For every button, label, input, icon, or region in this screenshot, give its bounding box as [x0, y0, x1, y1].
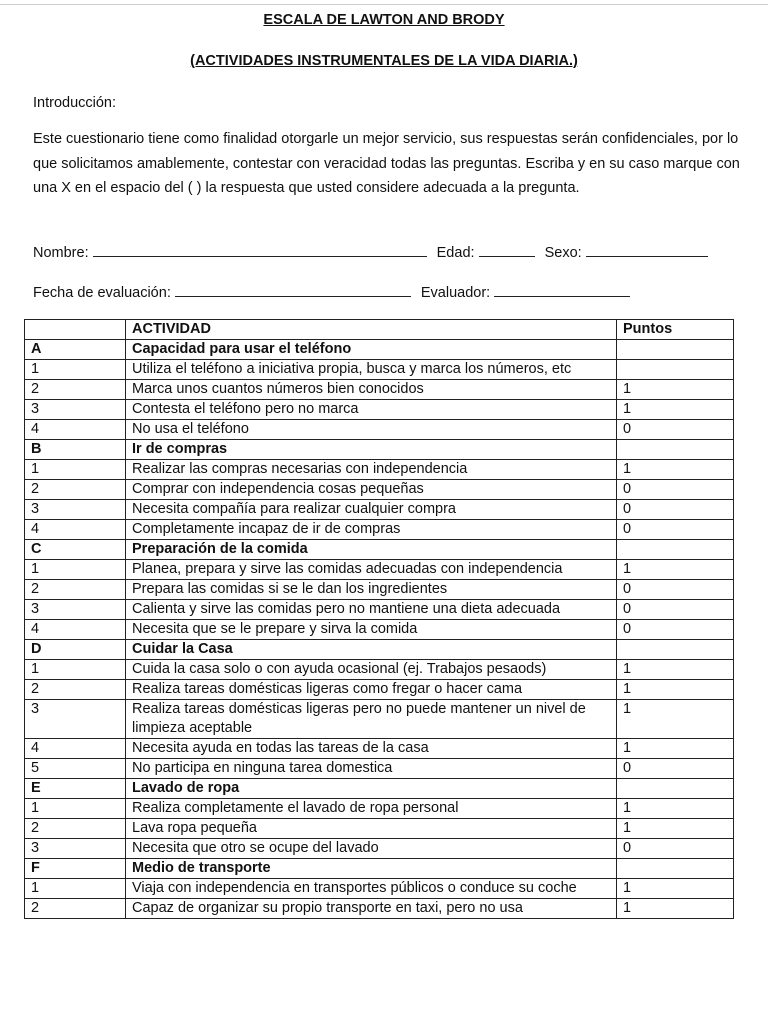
- points-cell[interactable]: [617, 440, 734, 460]
- table-row: [25, 360, 734, 380]
- points-cell[interactable]: [617, 540, 734, 560]
- activity-cell: Lava ropa pequeña: [126, 819, 617, 839]
- table-row: [25, 520, 734, 540]
- sexo-label: Sexo:: [544, 245, 582, 261]
- table-row: [25, 420, 734, 440]
- row-id-cell: E: [25, 779, 126, 799]
- points-cell[interactable]: [617, 640, 734, 660]
- activity-cell: Cuida la casa solo o con ayuda ocasional (ej. Trabajos pesaods): [126, 660, 617, 680]
- document-subtitle: (ACTIVIDADES INSTRUMENTALES DE LA VIDA DIARIA.): [190, 53, 578, 69]
- table-row: [25, 500, 734, 520]
- nombre-label: Nombre:: [33, 245, 89, 261]
- section-row: [25, 640, 734, 660]
- evaluador-label: Evaluador:: [420, 285, 491, 301]
- edad-field[interactable]: [479, 243, 535, 257]
- points-cell[interactable]: 1: [617, 660, 734, 680]
- row-id-cell: 1: [25, 879, 126, 899]
- intro-label: Introducción:: [33, 95, 117, 111]
- row-id-cell: 1: [25, 799, 126, 819]
- row-id-cell: B: [25, 440, 126, 460]
- activity-cell: No participa en ninguna tarea domestica: [126, 759, 617, 779]
- activity-cell: Necesita que otro se ocupe del lavado: [126, 839, 617, 859]
- table-row: [25, 600, 734, 620]
- row-id-cell: F: [25, 859, 126, 879]
- activity-cell: Ir de compras: [126, 440, 617, 460]
- row-id-cell: 2: [25, 819, 126, 839]
- table-row: [25, 560, 734, 580]
- points-cell[interactable]: 0: [617, 600, 734, 620]
- section-row: [25, 440, 734, 460]
- table-row: [25, 680, 734, 700]
- activity-cell: No usa el teléfono: [126, 420, 617, 440]
- points-cell[interactable]: 1: [617, 819, 734, 839]
- row-id-cell: 4: [25, 620, 126, 640]
- activity-cell: Calienta y sirve las comidas pero no mantiene una dieta adecuada: [126, 600, 617, 620]
- activity-cell: Realiza tareas domésticas ligeras pero no puede mantener un nivel de limpieza aceptable: [126, 700, 617, 739]
- table-row: [25, 819, 734, 839]
- table-row: [25, 759, 734, 779]
- section-row: [25, 340, 734, 360]
- points-cell[interactable]: 0: [617, 759, 734, 779]
- activity-cell: Prepara las comidas si se le dan los ingredientes: [126, 580, 617, 600]
- activity-cell: Realizar las compras necesarias con independencia: [126, 460, 617, 480]
- activity-cell: Completamente incapaz de ir de compras: [126, 520, 617, 540]
- points-cell[interactable]: 1: [617, 400, 734, 420]
- points-cell[interactable]: 0: [617, 500, 734, 520]
- points-cell[interactable]: 1: [617, 879, 734, 899]
- row-id-cell: 3: [25, 600, 126, 620]
- activity-cell: Viaja con independencia en transportes públicos o conduce su coche: [126, 879, 617, 899]
- header-id-cell: [25, 320, 126, 340]
- fecha-label: Fecha de evaluación:: [33, 285, 171, 301]
- points-cell[interactable]: 0: [617, 420, 734, 440]
- row-id-cell: 4: [25, 520, 126, 540]
- table-header-row: [25, 320, 734, 340]
- evaluador-field[interactable]: [494, 283, 630, 297]
- activity-cell: Comprar con independencia cosas pequeñas: [126, 480, 617, 500]
- row-id-cell: 4: [25, 739, 126, 759]
- activity-cell: Realiza completamente el lavado de ropa personal: [126, 799, 617, 819]
- points-cell[interactable]: 0: [617, 580, 734, 600]
- activity-cell: Necesita compañía para realizar cualquier compra: [126, 500, 617, 520]
- row-id-cell: 1: [25, 460, 126, 480]
- activity-cell: Medio de transporte: [126, 859, 617, 879]
- activity-cell: Realiza tareas domésticas ligeras como fregar o hacer cama: [126, 680, 617, 700]
- row-id-cell: D: [25, 640, 126, 660]
- activity-cell: Necesita ayuda en todas las tareas de la casa: [126, 739, 617, 759]
- points-cell[interactable]: [617, 360, 734, 380]
- activity-cell: Utiliza el teléfono a iniciativa propia, busca y marca los números, etc: [126, 360, 617, 380]
- row-id-cell: 3: [25, 500, 126, 520]
- row-id-cell: 5: [25, 759, 126, 779]
- points-cell[interactable]: 1: [617, 799, 734, 819]
- top-border: [0, 4, 768, 5]
- points-cell[interactable]: [617, 859, 734, 879]
- activity-cell: Capaz de organizar su propio transporte en taxi, pero no usa: [126, 899, 617, 919]
- row-id-cell: 2: [25, 380, 126, 400]
- row-id-cell: 1: [25, 560, 126, 580]
- edad-label: Edad:: [436, 245, 475, 261]
- section-row: [25, 779, 734, 799]
- row-id-cell: C: [25, 540, 126, 560]
- row-id-cell: 3: [25, 700, 126, 739]
- points-cell[interactable]: [617, 340, 734, 360]
- row-id-cell: 2: [25, 899, 126, 919]
- table-row: [25, 799, 734, 819]
- table-row: [25, 660, 734, 680]
- activity-cell: Contesta el teléfono pero no marca: [126, 400, 617, 420]
- table-row: [25, 380, 734, 400]
- table-row: [25, 460, 734, 480]
- row-id-cell: 2: [25, 480, 126, 500]
- points-cell[interactable]: 0: [617, 520, 734, 540]
- points-cell[interactable]: 1: [617, 380, 734, 400]
- points-cell[interactable]: 1: [617, 899, 734, 919]
- table-row: [25, 899, 734, 919]
- table-row: [25, 839, 734, 859]
- table-row: [25, 580, 734, 600]
- points-cell[interactable]: [617, 779, 734, 799]
- points-cell[interactable]: 0: [617, 839, 734, 859]
- table-row: [25, 700, 734, 739]
- header-activity-cell: ACTIVIDAD: [126, 320, 617, 340]
- nombre-field[interactable]: [93, 243, 427, 257]
- intro-text: Este cuestionario tiene como finalidad otorgarle un mejor servicio, sus respuestas serán confidenciales, por lo que solicitamos amablemente, contestar con veracidad todas las preguntas. Escriba y en su caso marque con una X en el espacio del ( ) la respuesta que usted considere adecuada a la pregunta.: [33, 131, 740, 196]
- points-cell[interactable]: 0: [617, 480, 734, 500]
- activity-cell: Preparación de la comida: [126, 540, 617, 560]
- fecha-field[interactable]: [175, 283, 411, 297]
- section-row: [25, 859, 734, 879]
- section-row: [25, 540, 734, 560]
- points-cell[interactable]: 1: [617, 560, 734, 580]
- points-cell[interactable]: 0: [617, 620, 734, 640]
- points-cell[interactable]: 1: [617, 739, 734, 759]
- activities-table: [24, 319, 734, 919]
- table-row: [25, 400, 734, 420]
- table-row: [25, 480, 734, 500]
- document-title: ESCALA DE LAWTON AND BRODY: [263, 12, 505, 28]
- row-id-cell: 1: [25, 360, 126, 380]
- row-id-cell: 3: [25, 400, 126, 420]
- activity-cell: Capacidad para usar el teléfono: [126, 340, 617, 360]
- row-id-cell: 2: [25, 680, 126, 700]
- table-row: [25, 620, 734, 640]
- table-body: [25, 340, 734, 919]
- row-id-cell: A: [25, 340, 126, 360]
- row-id-cell: 2: [25, 580, 126, 600]
- points-cell[interactable]: 1: [617, 680, 734, 700]
- name-age-sex-row: [33, 243, 714, 261]
- table-row: [25, 739, 734, 759]
- row-id-cell: 1: [25, 660, 126, 680]
- activity-cell: Cuidar la Casa: [126, 640, 617, 660]
- activity-cell: Marca unos cuantos números bien conocidos: [126, 380, 617, 400]
- header-points-cell: Puntos: [617, 320, 734, 340]
- points-cell[interactable]: 1: [617, 700, 734, 739]
- table-row: [25, 879, 734, 899]
- points-cell[interactable]: 1: [617, 460, 734, 480]
- activity-cell: Necesita que se le prepare y sirva la comida: [126, 620, 617, 640]
- row-id-cell: 3: [25, 839, 126, 859]
- sexo-field[interactable]: [586, 243, 708, 257]
- row-id-cell: 4: [25, 420, 126, 440]
- date-evaluator-row: [33, 283, 636, 301]
- activity-cell: Lavado de ropa: [126, 779, 617, 799]
- activity-cell: Planea, prepara y sirve las comidas adecuadas con independencia: [126, 560, 617, 580]
